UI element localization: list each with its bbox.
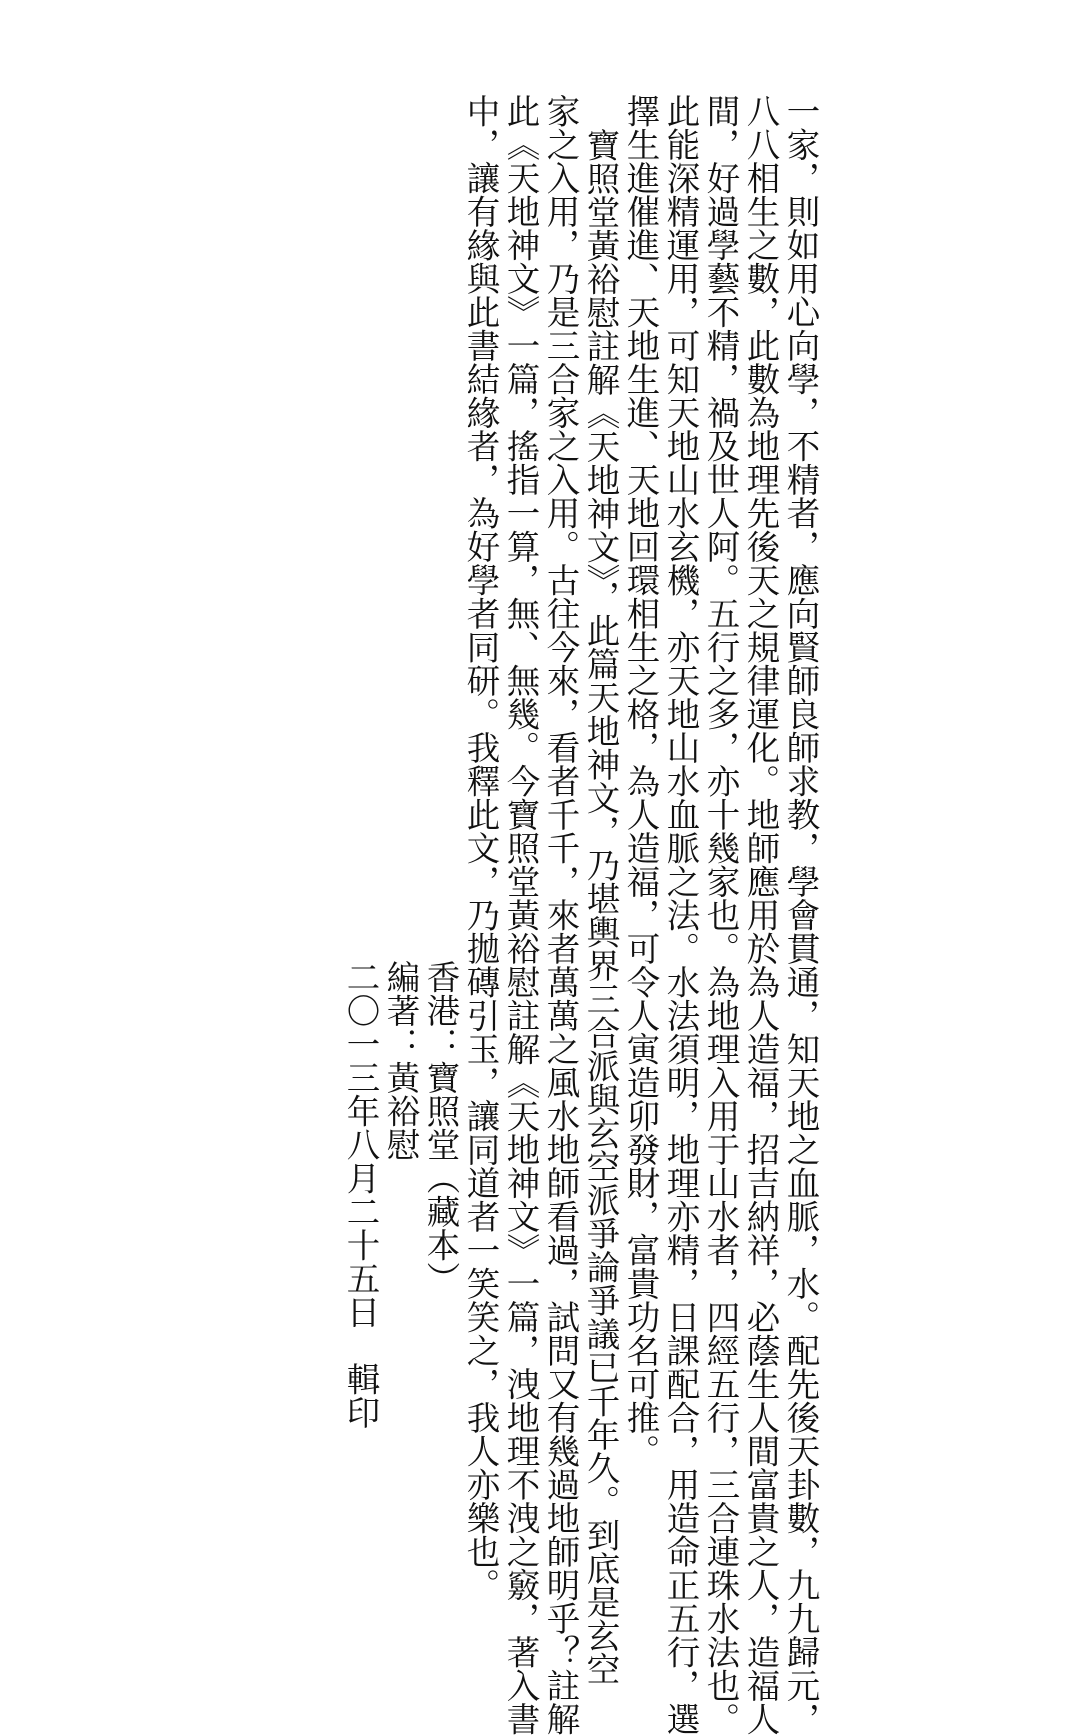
signature-place: 香港：寶照堂（藏本） (421, 960, 460, 1295)
text-column-8: 此《天地神文》一篇，搖指一算，無、無幾。今寶照堂黃裕慰註解《天地神文》一篇，洩地理不洩之竅，著入書 (501, 94, 540, 1736)
signature-date: 二〇一三年八月二十五日 輯印 (341, 960, 380, 1429)
text-column-9: 中，讓有緣與此書結緣者，為好學者同研。我釋此文，乃拋磚引玉，讓同道者一笑笑之，我人亦樂也。 (461, 94, 500, 1602)
text-column-3: 間，好過學藝不精，禍及世人阿。五行之多，亦十幾家也。為地理入用于山水者，四經五行，三合連珠水法也。 (701, 94, 740, 1736)
signature-author: 編著：黃裕慰 (381, 960, 420, 1161)
text-column-2: 八八相生之數，此數為地理先後天之規律運化。地師應用於為人造福，招吉納祥，必蔭生人間富貴之人，造福人 (741, 94, 780, 1736)
text-column-1: 一家，則如用心向學，不精者，應向賢師良師求教，學會貫通，知天地之血脈，水。配先後天卦數，九九歸元， (781, 94, 820, 1736)
text-column-7: 家之入用，乃是三合家之入用。古往今來，看者千千，來者萬萬之風水地師看過，試問又有幾過地師明乎？註解 (541, 94, 580, 1736)
text-column-4: 此能深精運用，可知天地山水玄機，亦天地山水血脈之法。水法須明，地理亦精，日課配合，用造命正五行，選 (661, 94, 700, 1736)
paragraph-start-column: 寶照堂黃裕慰註解《天地神文》，此篇天地神文，乃堪輿界三合派與玄空派爭論爭議已千年久。到底是玄空 (581, 128, 620, 1686)
text-column-5: 擇生進催進、天地生進、天地回環相生之格，為人造福，可令人寅造卯發財，富貴功名可推。 (621, 94, 660, 1468)
